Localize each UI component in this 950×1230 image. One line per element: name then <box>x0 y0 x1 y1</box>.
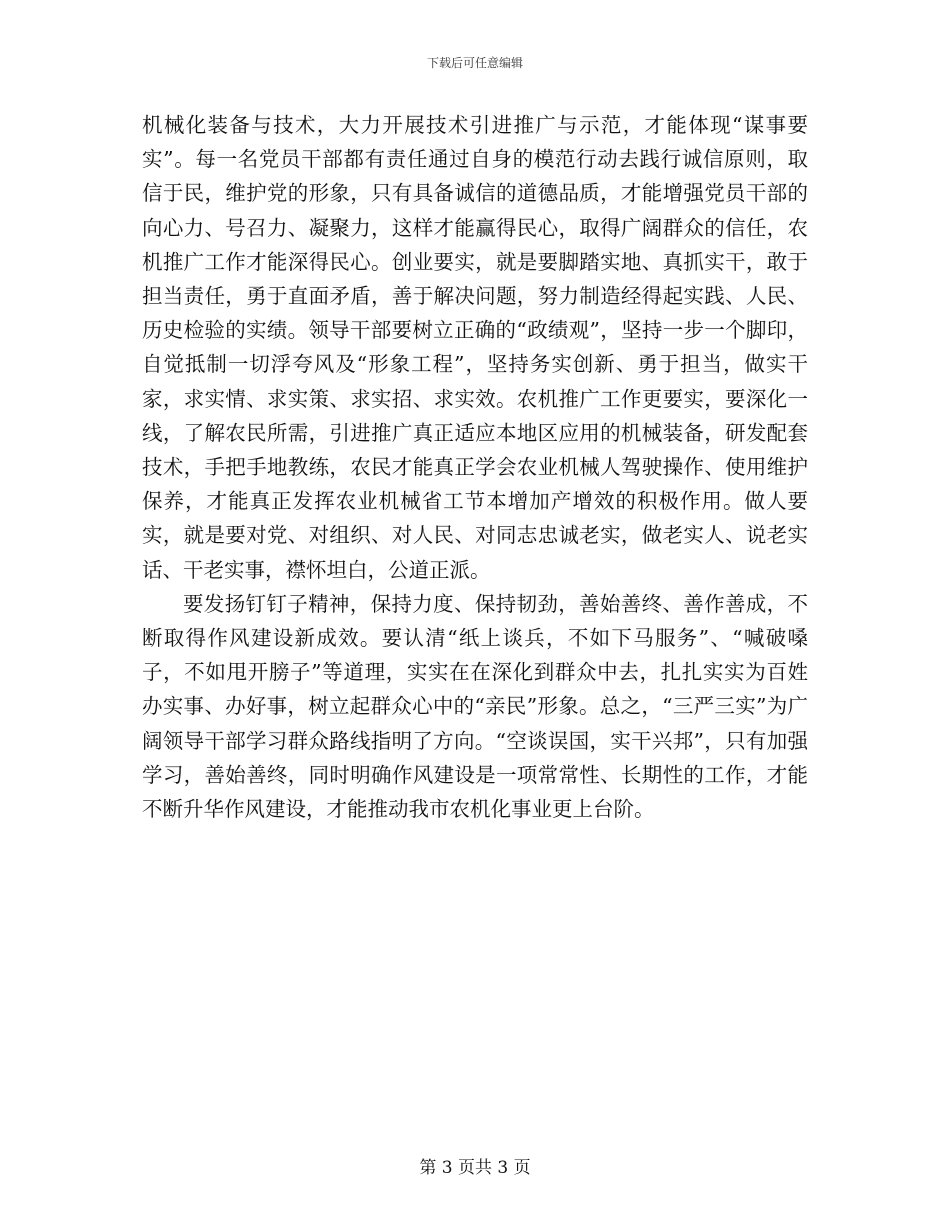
document-body <box>142 108 808 826</box>
page-number-footer: 第 3 页共 3 页 <box>419 1158 531 1178</box>
page-header: 下载后可任意编辑 <box>426 56 523 70</box>
paragraph-2: 要发扬钉钉子精神，保持力度、保持韧劲，善始善终、善作善成，不断取得作风建设新成效。要认清“纸上谈兵，不如下马服务”、“喊破嗓子，不如甩开膀子”等道理，实实在在深化到群众中去，扎扎实实为百姓办实事、办好事，树立起群众心中的“亲民”形象。总之，“三严三实”为广阔领导干部学习群众路线指明了方向。“空谈误国，实干兴邦”，只有加强学习，善始善终，同时明确作风建设是一项常常性、长期性的工作，才能不断升华作风建设，才能推动我市农机化事业更上台阶。 <box>142 591 808 822</box>
paragraph-1: 机械化装备与技术，大力开展技术引进推广与示范，才能体现“谋事要实”。每一名党员干部都有责任通过自身的模范行动去践行诚信原则，取信于民，维护党的形象，只有具备诚信的道德品质，才能增强党员干部的向心力、号召力、凝聚力，这样才能赢得民心，取得广阔群众的信任，农机推广工作才能深得民心。创业要实，就是要脚踏实地、真抓实干，敢于担当责任，勇于直面矛盾，善于解决问题，努力制造经得起实践、人民、历史检验的实绩。领导干部要树立正确的“政绩观”，坚持一步一个脚印，自觉抵制一切浮夸风及“形象工程”，坚持务实创新、勇于担当，做实干家，求实情、求实策、求实招、求实效。农机推广工作更要实，要深化一线，了解农民所需，引进推广真正适应本地区应用的机械装备，研发配套技术，手把手地教练，农民才能真正学会农业机械人驾驶操作、使用维护保养，才能真正发挥农业机械省工节本增加产增效的积极作用。做人要实，就是要对党、对组织、对人民、对同志忠诚老实，做老实人、说老实话、干老实事，襟怀坦白，公道正派。 <box>142 113 808 582</box>
